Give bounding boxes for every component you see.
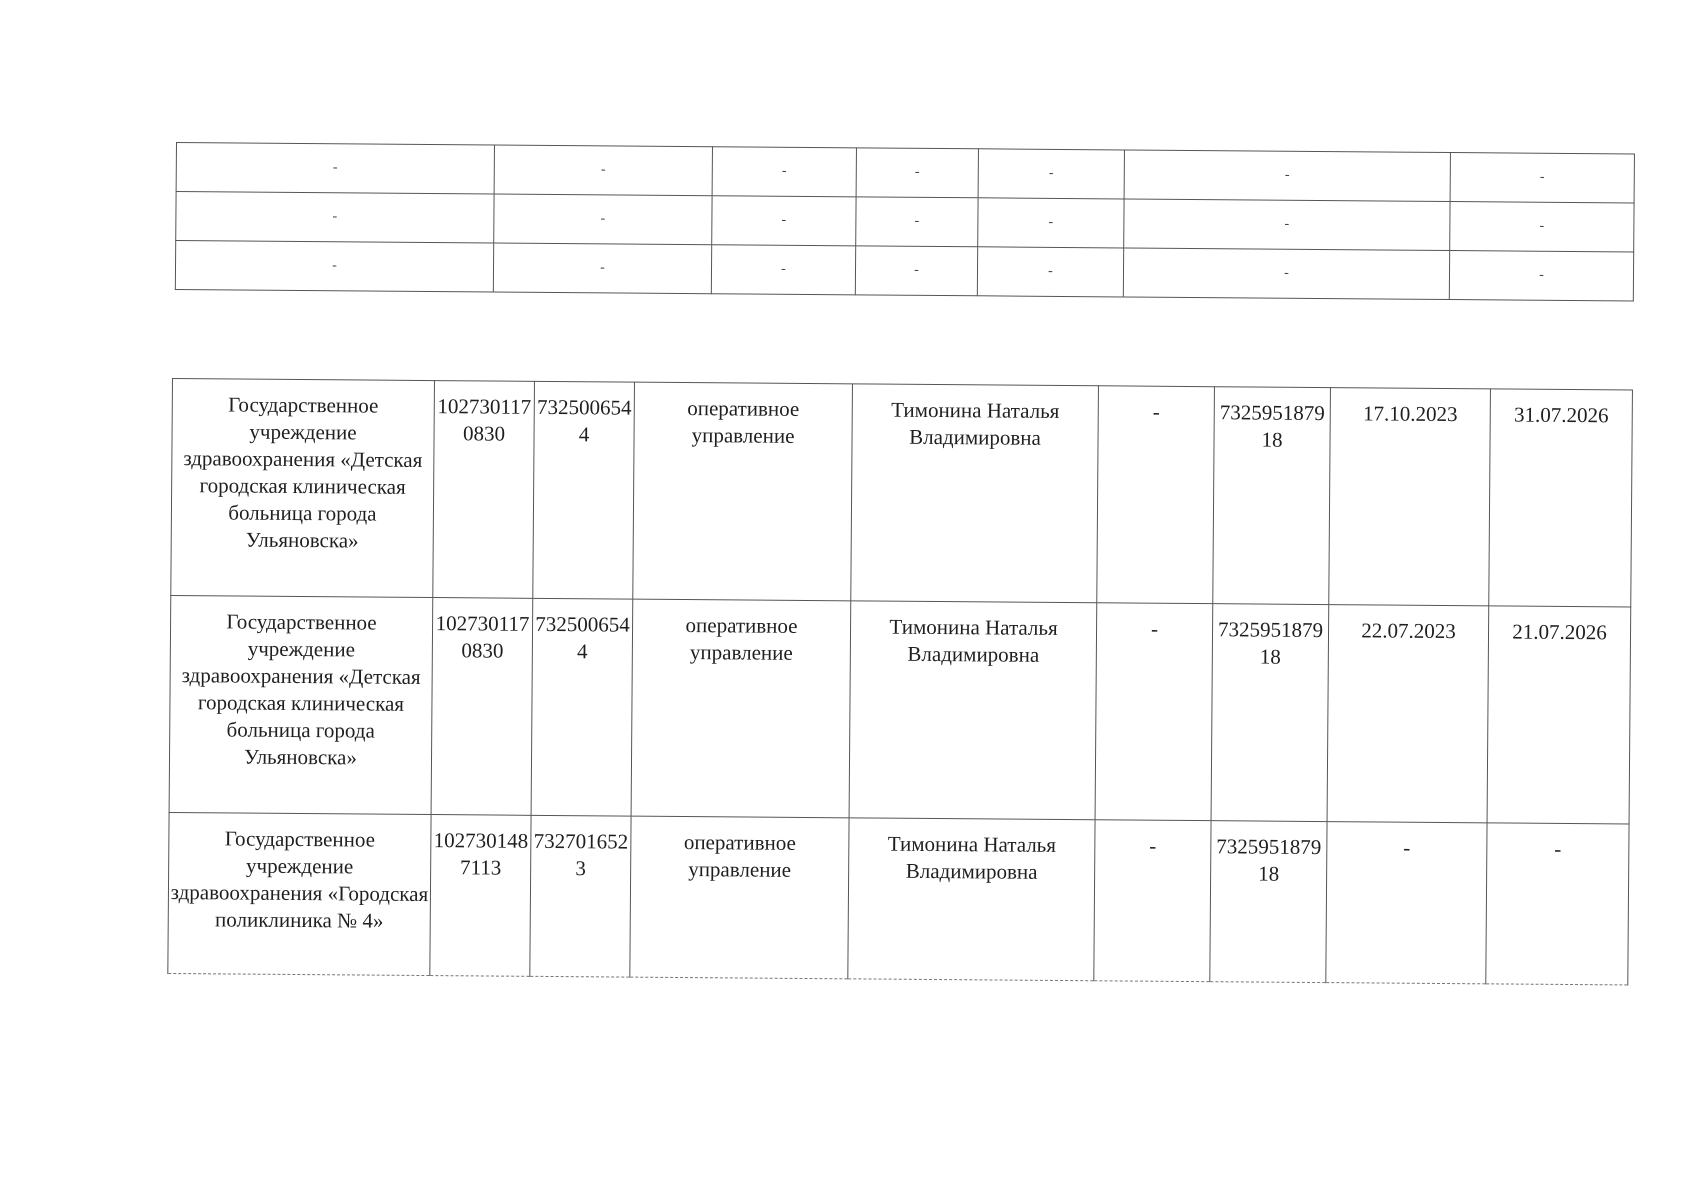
table-cell: - xyxy=(494,145,712,196)
table-cell: - xyxy=(1124,199,1450,251)
top-dash-table xyxy=(175,142,1635,301)
inn-cell: 7327016523 xyxy=(530,815,631,977)
organization-cell: Государственное учреждение здравоохранения «Детская городская клиническая больница города Ульяновска» xyxy=(171,379,435,598)
table-cell: - xyxy=(978,198,1124,248)
inn-cell: 7325006544 xyxy=(531,598,633,816)
ogrn-cell: 1027301170830 xyxy=(433,381,535,599)
inn-cell: 7325006544 xyxy=(533,381,635,599)
right-type-cell: оперативное управление xyxy=(630,816,849,979)
table-cell: - xyxy=(978,149,1124,199)
table-row xyxy=(169,595,1631,823)
person-cell: Тимонина Наталья Владимировна xyxy=(849,601,1097,820)
table-cell: - xyxy=(856,197,978,247)
table-cell: - xyxy=(175,241,493,292)
date-to-cell: - xyxy=(1486,823,1629,985)
table-cell: - xyxy=(1449,251,1633,301)
organization-cell: Государственное учреждение здравоохранения «Детская городская клиническая больница города Ульяновска» xyxy=(169,595,433,814)
table-cell: - xyxy=(1450,153,1634,203)
person-cell: Тимонина Наталья Владимировна xyxy=(851,384,1099,603)
table-cell: - xyxy=(176,192,494,243)
right-type-cell: оперативное управление xyxy=(633,382,853,601)
table-cell: - xyxy=(176,143,494,194)
person-cell: Тимонина Наталья Владимировна xyxy=(848,818,1095,981)
table-cell: - xyxy=(711,245,855,295)
date-from-cell: 17.10.2023 xyxy=(1329,388,1491,606)
table-cell: - xyxy=(1123,248,1449,300)
ogrn-cell: 1027301487113 xyxy=(430,815,531,977)
table-row xyxy=(168,812,1629,984)
number-cell: 732595187918 xyxy=(1211,604,1329,822)
date-from-cell: 22.07.2023 xyxy=(1327,605,1489,823)
table-cell: - xyxy=(1124,150,1450,202)
number-cell: 732595187918 xyxy=(1213,387,1331,605)
table-cell: - xyxy=(855,246,977,296)
empty-cell: - xyxy=(1095,603,1213,821)
date-to-cell: 31.07.2026 xyxy=(1489,389,1633,607)
table-cell: - xyxy=(1450,202,1634,252)
organization-cell: Государственное учреждение здравоохранения «Городская поликлиника № 4» xyxy=(168,812,431,975)
date-from-cell: - xyxy=(1326,822,1487,984)
table-row xyxy=(175,241,1633,301)
table-cell: - xyxy=(712,196,856,246)
table-cell: - xyxy=(856,148,978,198)
table-cell: - xyxy=(712,147,856,197)
empty-cell: - xyxy=(1094,820,1211,982)
table-cell: - xyxy=(493,243,711,294)
date-to-cell: 21.07.2026 xyxy=(1487,606,1631,824)
number-cell: 732595187918 xyxy=(1210,821,1327,983)
empty-cell: - xyxy=(1097,386,1215,604)
right-type-cell: оперативное управление xyxy=(631,599,851,818)
table-cell: - xyxy=(494,194,712,245)
table-cell: - xyxy=(977,247,1123,297)
records-table xyxy=(167,378,1633,985)
table-row xyxy=(171,379,1633,607)
ogrn-cell: 1027301170830 xyxy=(431,598,533,816)
